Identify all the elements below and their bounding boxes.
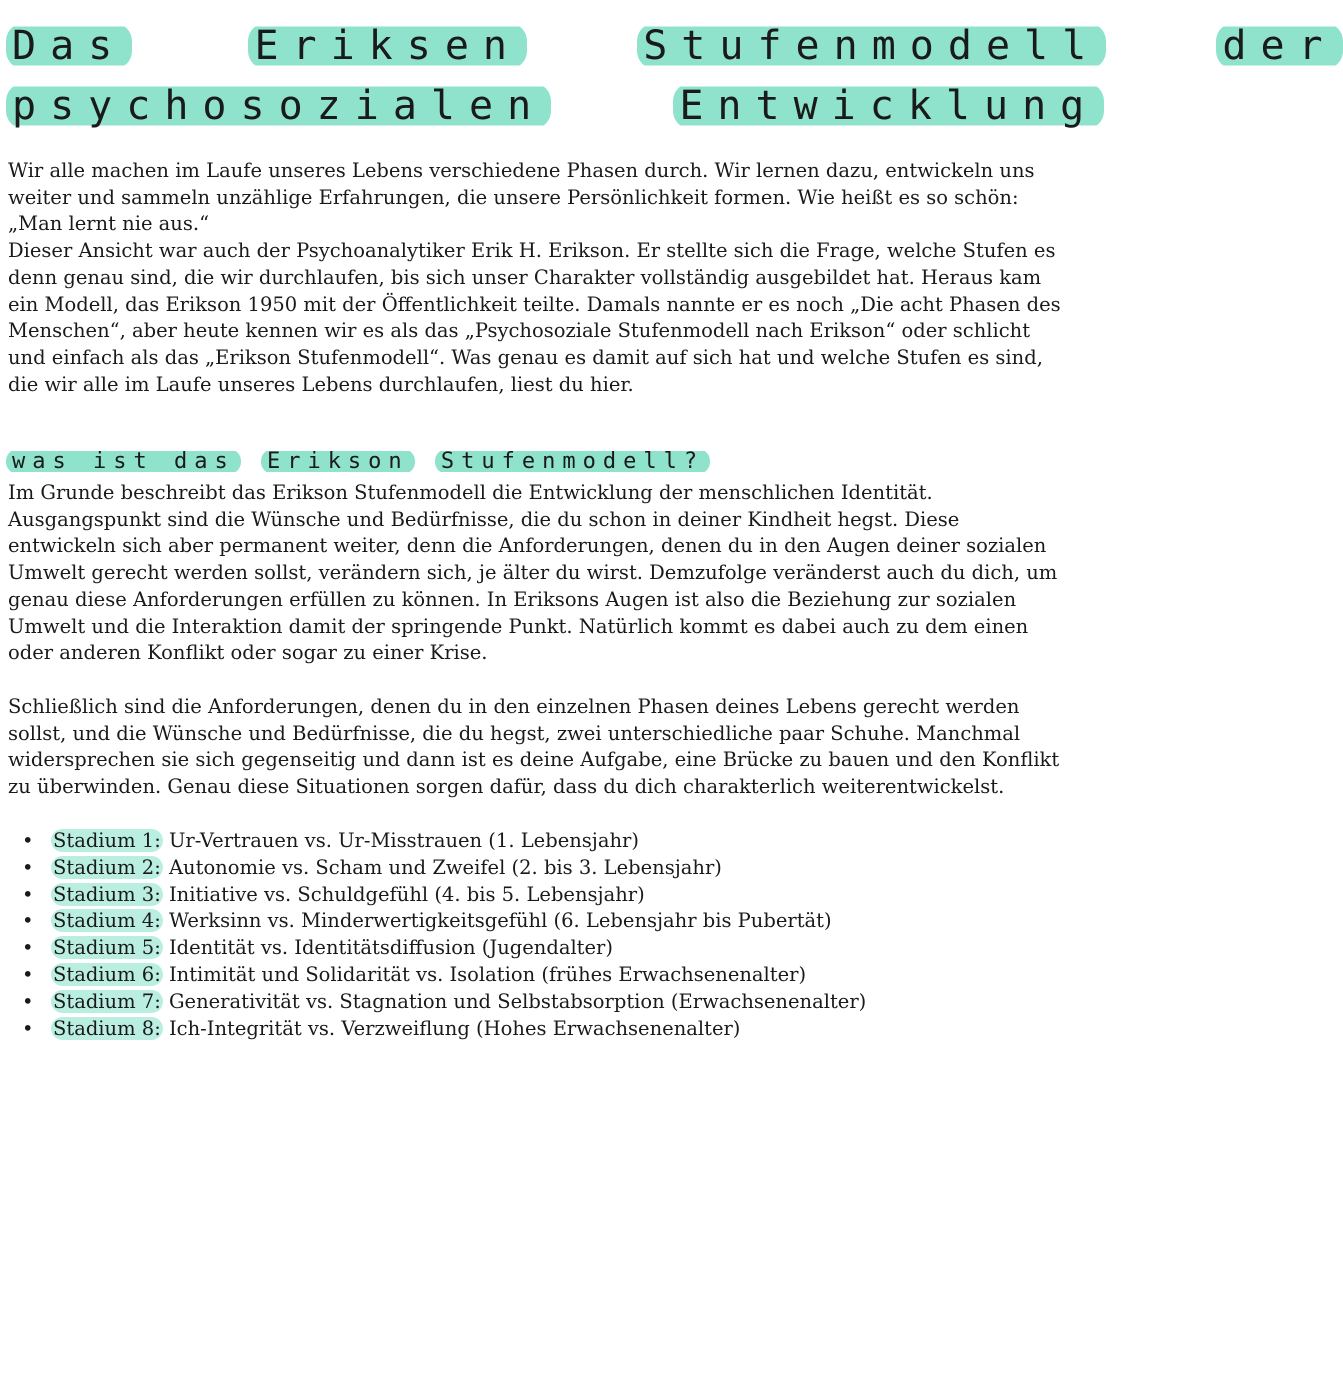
- title-word-entwicklung: Entwicklung: [673, 83, 1104, 129]
- stage-text: Werksinn vs. Minderwertigkeitsgefühl (6. Lebensjahr bis Pubertät): [162, 909, 832, 933]
- stage-text: Identität vs. Identitätsdiffusion (Jugendalter): [162, 936, 613, 960]
- bullet-icon: •: [22, 1016, 34, 1040]
- list-item: [20, 935, 866, 962]
- stage-label: Stadium 4:: [53, 909, 161, 933]
- list-item: [20, 855, 866, 882]
- intro-text-1: Wir alle machen im Laufe unseres Lebens verschiedene Phasen durch. Wir lernen dazu, entwickeln uns weiter und sammeln unzählige Erfahrungen, die unsere Persönlichkeit formen. Wie heißt es so schön: „Man lernt nie aus.“: [8, 159, 1035, 236]
- stage-label: Stadium 1:: [53, 829, 161, 852]
- bullet-icon: •: [22, 962, 34, 986]
- bullet-icon: •: [22, 829, 34, 852]
- list-item: [20, 882, 866, 909]
- section-heading: [6, 447, 710, 477]
- bullet-icon: •: [22, 936, 34, 960]
- section-paragraph-1: Im Grunde beschreibt das Erikson Stufenmodell die Entwicklung der menschlichen Identität. Ausgangspunkt sind die Wünsche und Bedürfnisse, die du schon in deiner Kindheit hegst. Diese entwickeln sich aber permanent weiter, denn die Anforderungen, denen du in den Augen deiner sozialen Umwelt gerecht werden sollst, verändern sich, je älter du wirst. Demzufolge veränderst auch du dich, um genau diese Anforderungen erfüllen zu können. In Eriksons Augen ist also die Beziehung zur sozialen Umwelt und die Interaktion damit der springende Punkt. Natürlich kommt es dabei auch zu dem einen oder anderen Konflikt oder sogar zu einer Krise.: [8, 481, 1058, 665]
- title-word-psychosozialen: psychosozialen: [6, 83, 551, 129]
- stage-text: Initiative vs. Schuldgefühl (4. bis 5. Lebensjahr): [162, 882, 645, 906]
- stage-label: Stadium 2:: [53, 855, 161, 879]
- bullet-icon: •: [22, 909, 34, 933]
- list-item: [20, 989, 866, 1016]
- stage-text: Autonomie vs. Scham und Zweifel (2. bis 3. Lebensjahr): [162, 855, 722, 879]
- stages-list: [20, 828, 866, 1042]
- section-paragraph-2: Schließlich sind die Anforderungen, denen du in den einzelnen Phasen deines Lebens gerecht werden sollst, und die Wünsche und Bedürfnisse, die du hegst, zwei unterschiedliche paar Schuhe. Manchmal widersprechen sie sich gegenseitig und dann ist es deine Aufgabe, eine Brücke zu bauen und den Konflikt zu überwinden. Genau diese Situationen sorgen dafür, dass du dich charakterlich weiterentwickelst.: [8, 695, 1060, 799]
- page-title-line-1: [6, 18, 1343, 74]
- stage-text: Intimität und Solidarität vs. Isolation (frühes Erwachsenenalter): [162, 962, 807, 986]
- stage-text: Generativität vs. Stagnation und Selbstabsorption (Erwachsenenalter): [162, 989, 867, 1013]
- title-word-eriksen: Eriksen: [248, 23, 527, 69]
- title-word-stufenmodell: Stufenmodell: [637, 23, 1106, 69]
- list-item: [20, 908, 866, 935]
- bullet-icon: •: [22, 882, 34, 906]
- stage-label: Stadium 6:: [53, 962, 161, 986]
- stage-label: Stadium 7:: [53, 989, 161, 1013]
- intro-text-2: Dieser Ansicht war auch der Psychoanalytiker Erik H. Erikson. Er stellte sich die Frage, welche Stufen es denn genau sind, die wir durchlaufen, bis sich unser Charakter vollständig ausgebildet hat. Heraus kam ein Modell, das Erikson 1950 mit der Öffentlichkeit teilte. Damals nannte er es noch „Die acht Phasen des Menschen“, aber heute kennen wir es als das „Psychosoziale Stufenmodell nach Erikson“ oder schlicht und einfach als das „Erikson Stufenmodell“. Was genau es damit auf sich hat und welche Stufen es sind, die wir alle im Laufe unseres Lebens durchlaufen, liest du hier.: [8, 239, 1061, 396]
- title-word-der: der: [1216, 23, 1342, 69]
- list-item: [20, 828, 866, 855]
- stage-text: Ich-Integrität vs. Verzweiflung (Hohes Erwachsenenalter): [162, 1016, 741, 1040]
- section-heading-part-1: was ist das: [6, 449, 241, 474]
- list-item: [20, 1016, 866, 1043]
- section-heading-part-3: Stufenmodell?: [435, 449, 710, 474]
- list-item: [20, 962, 866, 989]
- stage-label: Stadium 5:: [53, 936, 161, 960]
- section-heading-part-2: Erikson: [261, 449, 415, 474]
- stage-label: Stadium 3:: [53, 882, 161, 906]
- intro-paragraph: [8, 158, 1070, 398]
- bullet-icon: •: [22, 855, 34, 879]
- page-title-line-2: [6, 78, 1104, 134]
- stage-text: Ur-Vertrauen vs. Ur-Misstrauen (1. Lebensjahr): [162, 829, 639, 852]
- title-word-das: Das: [6, 23, 132, 69]
- stage-label: Stadium 8:: [53, 1016, 161, 1040]
- bullet-icon: •: [22, 989, 34, 1013]
